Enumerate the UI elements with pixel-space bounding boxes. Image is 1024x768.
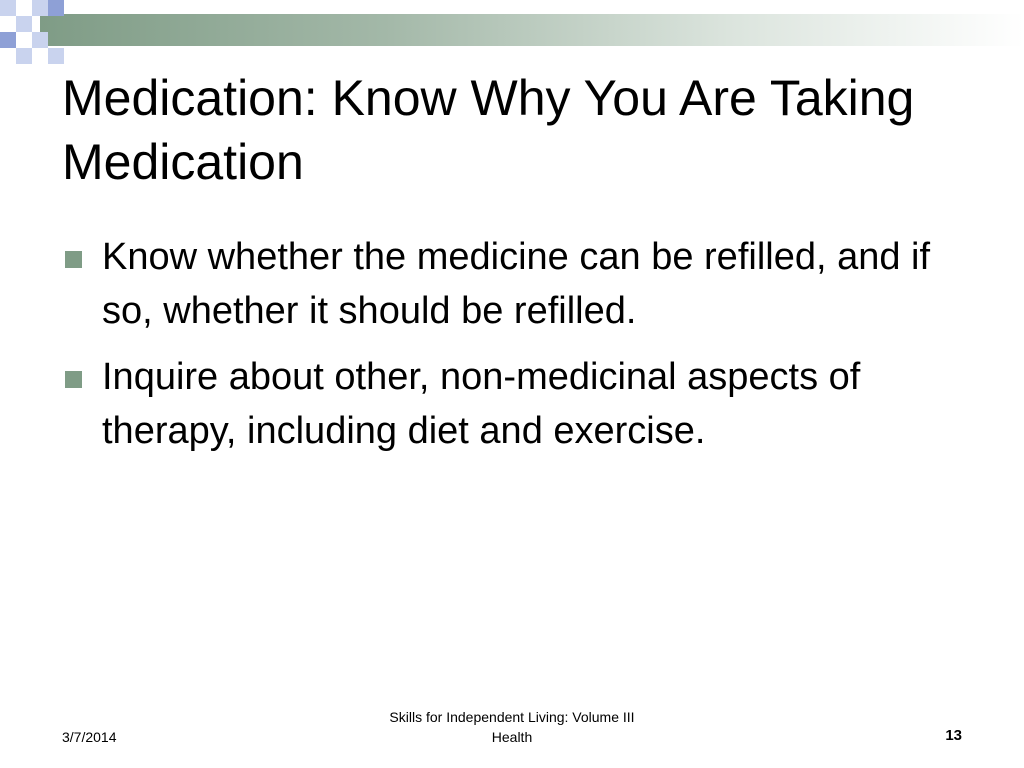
bullet-text: Know whether the medicine can be refilled, and if so, whether it should be refilled. — [102, 236, 931, 332]
bullet-square-icon — [65, 371, 82, 388]
bullet-item — [62, 230, 982, 338]
slide-page-number: 13 — [945, 727, 962, 744]
decorative-checker-pattern — [0, 0, 80, 64]
slide-title: Medication: Know Why You Are Taking Medication — [62, 70, 915, 190]
footer-title — [312, 707, 712, 747]
bullet-list — [62, 230, 982, 470]
bullet-square-icon — [65, 251, 82, 268]
bullet-item — [62, 350, 982, 458]
footer-title-line2: Health — [491, 729, 533, 745]
footer-title-line1: Skills for Independent Living: Volume III — [389, 709, 635, 725]
footer-date: 3/7/2014 — [62, 729, 117, 745]
decorative-top-band — [40, 14, 1024, 46]
bullet-text: Inquire about other, non-medicinal aspects of therapy, including diet and exercise. — [102, 356, 861, 452]
